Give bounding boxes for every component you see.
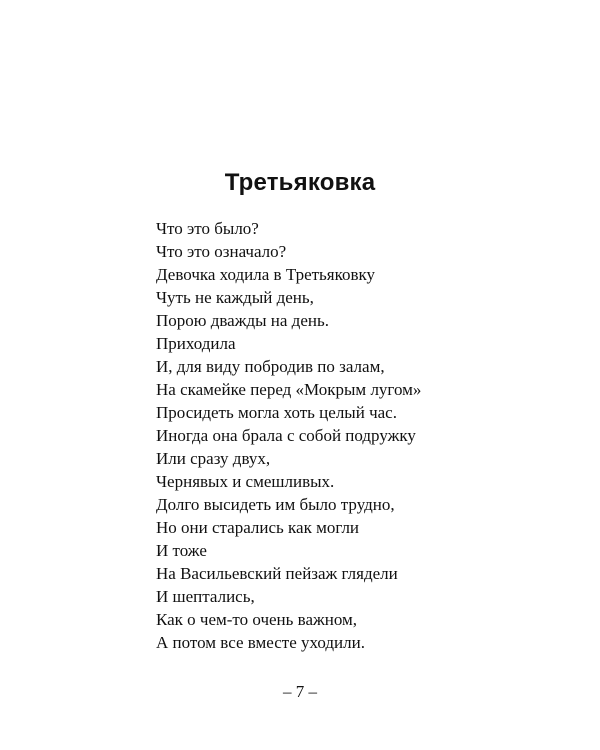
poem-line: Приходила [156, 334, 236, 353]
poem-line: И тоже [156, 541, 207, 560]
poem-line: На Васильевский пейзаж глядели [156, 564, 398, 583]
page-number: – 7 – [283, 682, 317, 701]
poem-line: Что это означало? [156, 242, 287, 261]
poem-line: Что это было? [156, 219, 259, 238]
poem-line: Чуть не каждый день, [156, 288, 314, 307]
poem-title: Третьяковка [224, 169, 376, 197]
poem-line: И шептались, [156, 587, 255, 606]
poem-line: Как о чем-то очень важном, [156, 610, 358, 629]
stanza-1 [156, 217, 421, 424]
poem-line: Иногда она брала с собой подружку [156, 426, 416, 445]
poem-line: Или сразу двух, [156, 449, 271, 468]
poem-line: На скамейке перед «Мокрым лугом» [156, 380, 422, 399]
poem-line: А потом все вместе уходили. [156, 633, 365, 652]
poem-line: Чернявых и смешливых. [156, 472, 335, 491]
stanza-2 [156, 424, 416, 654]
poem-line: И, для виду побродив по залам, [156, 357, 385, 376]
poem-line: Но они старались как могли [156, 518, 360, 537]
poem-line: Долго высидеть им было трудно, [156, 495, 395, 514]
poem-line: Просидеть могла хоть целый час. [156, 403, 397, 422]
poem-line: Девочка ходила в Третьяковку [156, 265, 376, 284]
poem-line: Порою дважды на день. [156, 311, 329, 330]
